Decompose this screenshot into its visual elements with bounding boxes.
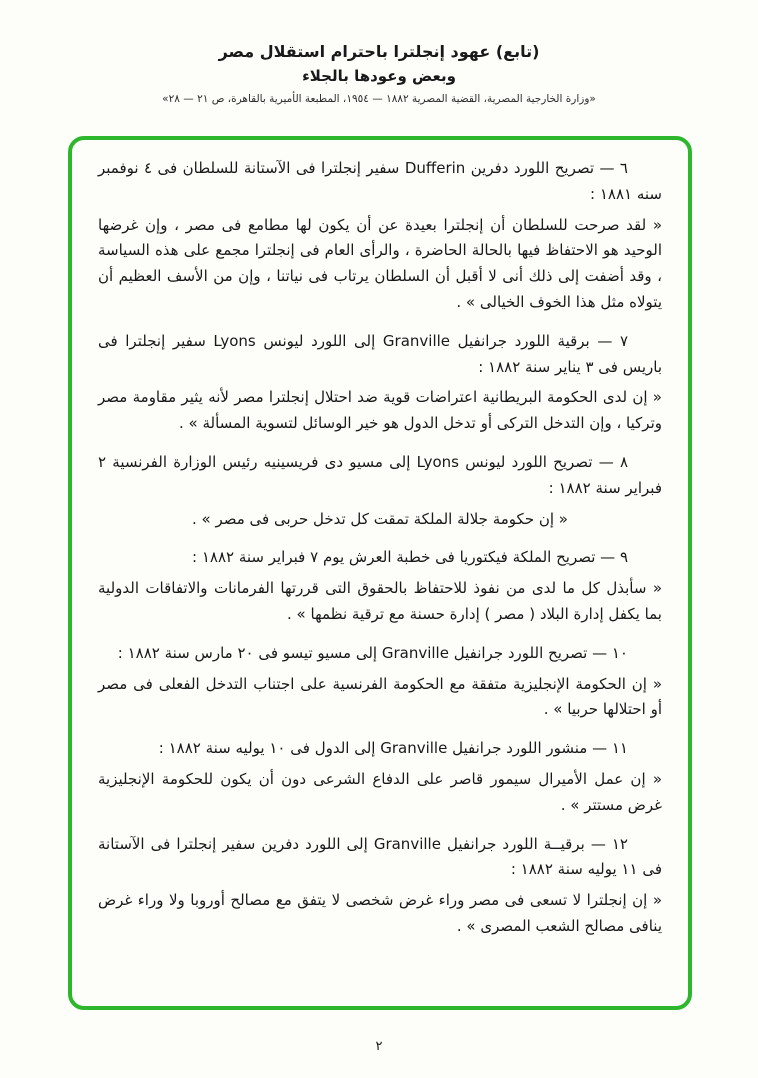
entry-11-body: « إن عمل الأميرال سيمور قاصر على الدفاع الشرعى دون أن يكون للحكومة الإنجليزية غرض مستتر » .: [98, 769, 662, 814]
document-title-line-1: (تابع) عهود إنجلترا باحترام استقلال مصر: [218, 42, 540, 61]
entry-7: [98, 329, 662, 437]
entry-8: [98, 450, 662, 532]
entry-9: [98, 545, 662, 627]
entry-6: [98, 156, 662, 316]
source-citation: «وزارة الخارجية المصرية، القضية المصرية ١٨٨٢ — ١٩٥٤، المطبعة الأميرية بالقاهرة، ص ٢١ — ٢٨»: [162, 93, 596, 105]
page-number: ٢: [375, 1039, 383, 1054]
document-title-line-2: وبعض وعودها بالجلاء: [302, 67, 456, 85]
entry-8-heading: ٨ — تصريح اللورد ليونس Lyons إلى مسيو دى فريسينيه رئيس الوزارة الفرنسية ٢ فبراير سنة ١٨٨٢ :: [98, 452, 662, 497]
entry-12-body: « إن إنجلترا لا تسعى فى مصر وراء غرض شخصى لا يتفق مع مصالح أوروبا ولا وراء غرض ينافى مصالح الشعب المصرى » .: [98, 891, 662, 935]
entry-12: [98, 832, 662, 940]
entry-10-heading: ١٠ — تصريح اللورد جرانفيل Granville إلى مسيو تيسو فى ٢٠ مارس سنة ١٨٨٢ :: [117, 643, 628, 662]
entry-6-heading: ٦ — تصريح اللورد دفرين Dufferin سفير إنجلترا فى الآستانة للسلطان فى ٤ نوفمبر سنه ١٨٨١ :: [98, 159, 662, 203]
entry-11-heading: ١١ — منشور اللورد جرانفيل Granville إلى الدول فى ١٠ يوليه سنة ١٨٨٢ :: [158, 739, 628, 758]
page-footer: [0, 1039, 758, 1054]
entry-9-heading: ٩ — تصريح الملكة فيكتوريا فى خطبة العرش يوم ٧ فبراير سنة ١٨٨٢ :: [192, 548, 628, 567]
page-header: [0, 0, 758, 105]
entry-10-body: « إن الحكومة الإنجليزية متفقة مع الحكومة الفرنسية على اجتناب التدخل الفعلى فى مصر أو احتلالها حربيا » .: [98, 674, 662, 719]
entry-11: [98, 736, 662, 818]
entry-6-body: « لقد صرحت للسلطان أن إنجلترا بعيدة عن أن يكون لها مطامع فى مصر ، وإن غرضها الوحيد هو الاحتفاظ فيها بالحالة الحاضرة ، والرأى العام فى إنجلترا مجمع على هذه السياسة ، وقد أضفت إلى ذلك أنى لا أقبل أن السلطان يرتاب فى نياتنا ، وإن من الأسف العظيم أن يتولاه مثل هذا الخوف الخيالى » .: [98, 215, 662, 311]
entry-12-heading: ١٢ — برقيــة اللورد جرانفيل Granville إلى اللورد دفرين سفير إنجلترا فى الآستانة فى ١١ يوليه سنة ١٨٨٢ :: [98, 834, 662, 879]
entry-7-heading: ٧ — برقية اللورد جرانفيل Granville إلى اللورد ليونس Lyons سفير إنجلترا فى باريس فى ٣ يناير سنة ١٨٨٢ :: [98, 331, 662, 376]
entry-10: [98, 641, 662, 723]
content-frame: [68, 136, 692, 1010]
entry-7-body: « إن لدى الحكومة البريطانية اعتراضات قوية ضد احتلال إنجلترا مصر لأنه يثير مقاومة مصر وتركيا ، وإن التدخل التركى أو تدخل الدول هو خير الوسائل لتسوية المسألة » .: [98, 388, 662, 433]
entry-9-body: « سأبذل كل ما لدى من نفوذ للاحتفاظ بالحقوق التى قررتها الفرمانات والاتفاقات الدولية بما يكفل إدارة البلاد ( مصر ) إدارة حسنة مع ترقية نظمها » .: [98, 579, 662, 623]
entry-8-body: « إن حكومة جلالة الملكة تمقت كل تدخل حربى فى مصر » .: [191, 509, 568, 528]
